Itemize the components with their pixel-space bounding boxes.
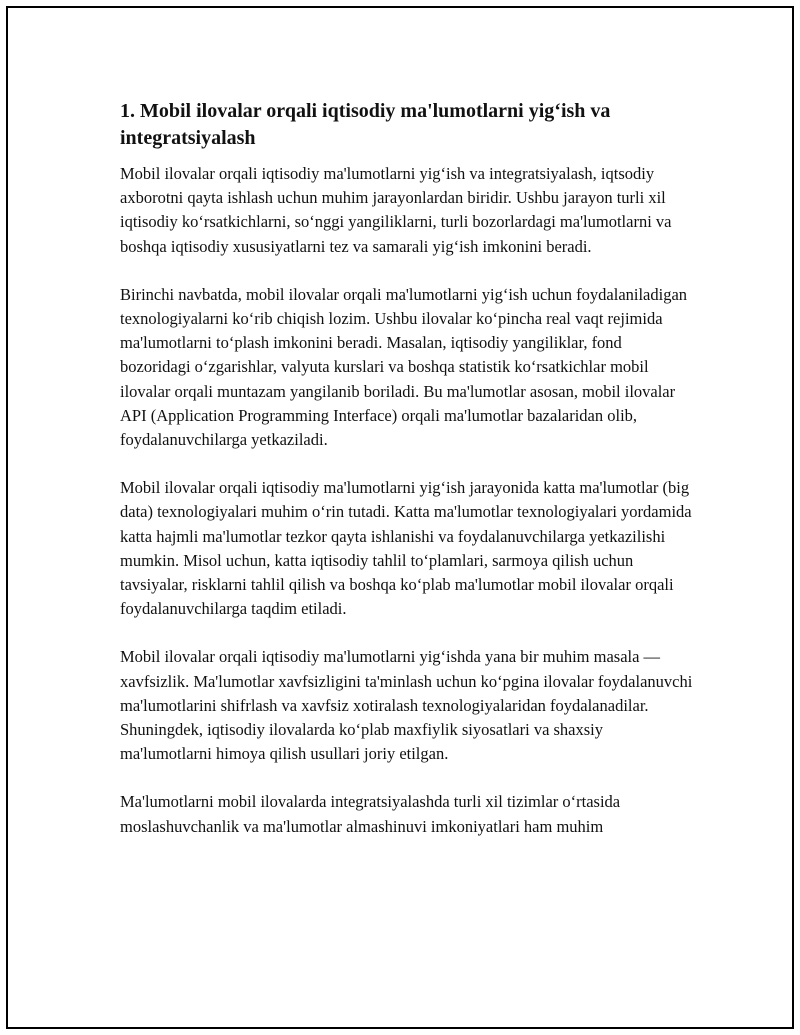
paragraph-2: Birinchi navbatda, mobil ilovalar orqali ma'lumotlarni yig‘ish uchun foydalaniladigan texnologiyalarni ko‘rib chiqish lozim. Ushbu ilovalar ko‘pincha real vaqt rejimida ma'lumotlarni to‘plash imkonini beradi. Masalan, iqtisodiy yangiliklar, fond bozoridagi o‘zgarishlar, valyuta kurslari va boshqa statistik ko‘rsatkichlar mobil ilovalar orqali muntazam yangilanib boriladi. Bu ma'lumotlar asosan, mobil ilovalar API (Application Programming Interface) orqali ma'lumotlar bazalaridan olib, foydalanuvchilarga yetkaziladi. xyxy=(120,284,688,450)
paragraph-1: Mobil ilovalar orqali iqtisodiy ma'lumotlarni yig‘ish va integratsiyalash, iqtsodiy axborotni qayta ishlash uchun muhim jarayonlardan biridir. Ushbu jarayon turli xil iqtisodiy ko‘rsatkichlarni, so‘nggi yangiliklarni, turli bozorlardagi ma'lumotlarni va boshqa iqtisodiy xususiyatlarni tez va samarali yig‘ish imkonini beradi. xyxy=(120,164,672,256)
paragraph-4: Mobil ilovalar orqali iqtisodiy ma'lumotlarni yig‘ishda yana bir muhim masala — xavfsizlik. Ma'lumotlar xavfsizligini ta'minlash uchun ko‘pgina ilovalar foydalanuvchi ma'lumotlarini shifrlash va xavfsiz xotiralash texnologiyalaridan foydalanadilar. Shuningdek, iqtisodiy ilovalarda ko‘plab maxfiylik siyosatlari va shaxsiy ma'lumotlarni himoya qilish usullari joriy etilgan. xyxy=(120,647,693,764)
section-heading: 1. Mobil ilovalar orqali iqtisodiy ma'lumotlarni yig‘ish va integratsiyalash xyxy=(120,100,611,149)
page-frame xyxy=(6,6,794,1029)
document-body xyxy=(120,98,696,863)
paragraph-3: Mobil ilovalar orqali iqtisodiy ma'lumotlarni yig‘ish jarayonida katta ma'lumotlar (big data) texnologiyalari muhim o‘rin tutadi. Katta ma'lumotlar texnologiyalari yordamida katta hajmli ma'lumotlar tezkor qayta ishlanishi va foydalanuvchilarga yetkazilishi mumkin. Misol uchun, katta iqtisodiy tahlil to‘plamlari, sarmoya qilish uchun tavsiyalar, risklarni tahlil qilish va boshqa ko‘plab ma'lumotlar mobil ilovalar orqali foydalanuvchilarga taqdim etiladi. xyxy=(120,478,692,619)
paragraph-5: Ma'lumotlarni mobil ilovalarda integratsiyalashda turli xil tizimlar o‘rtasida moslashuvchanlik va ma'lumotlar almashinuvi imkoniyatlari ham muhim xyxy=(120,792,621,836)
